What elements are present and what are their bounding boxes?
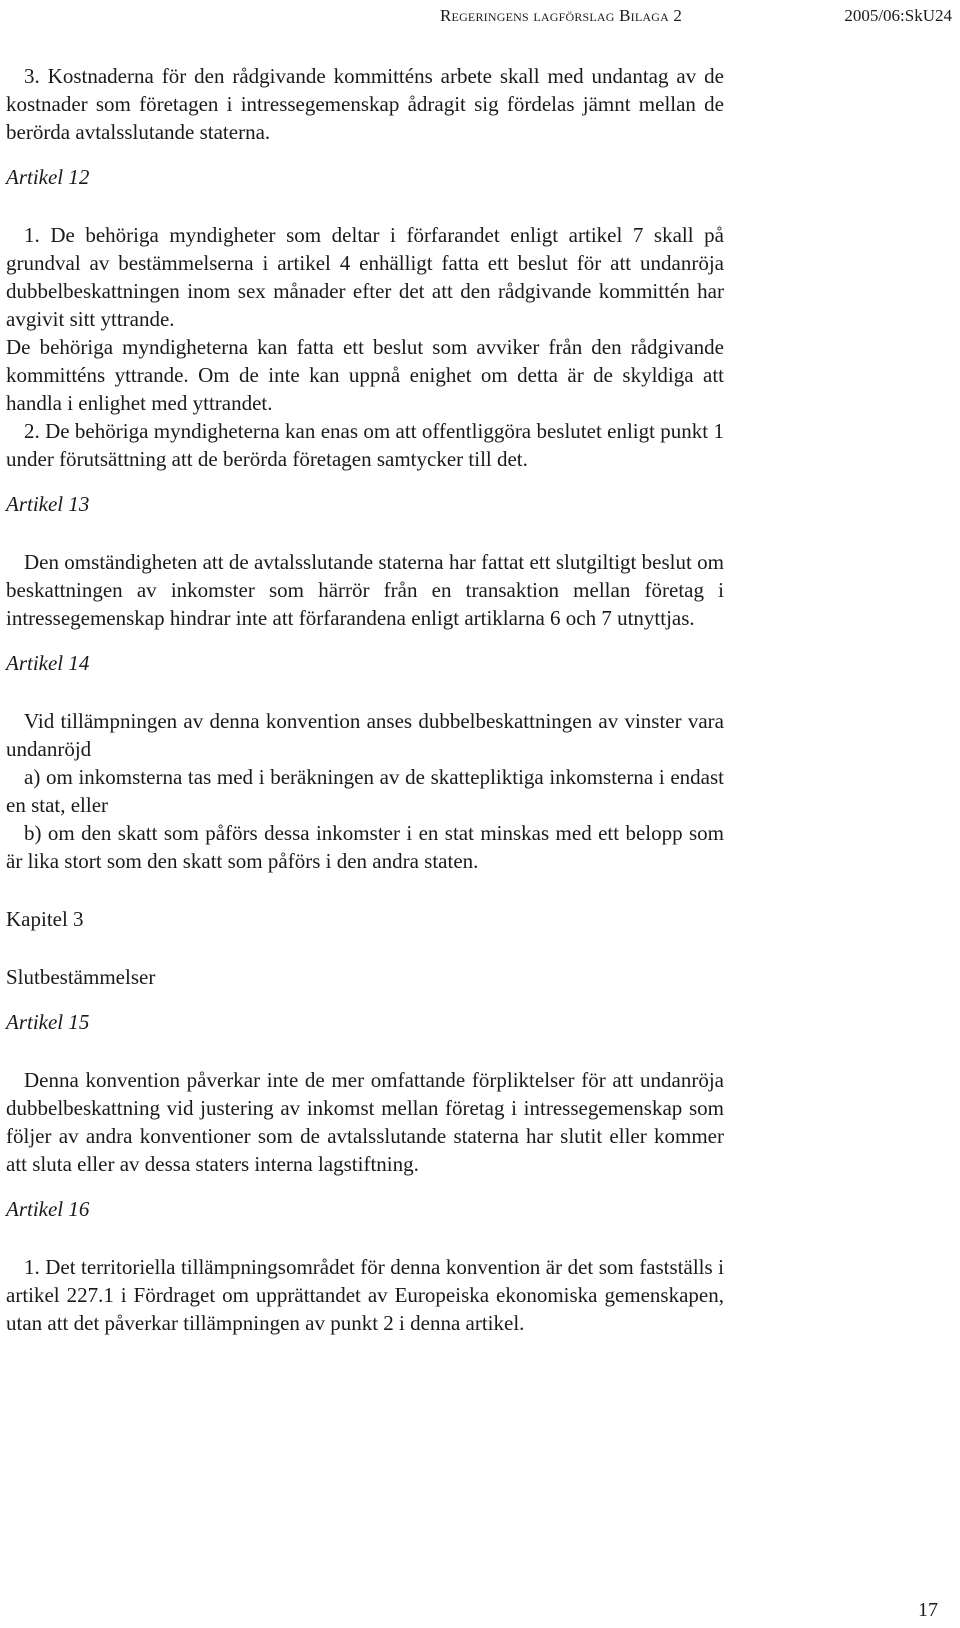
chapter-title: Slutbestämmelser <box>6 965 156 989</box>
article-15-paragraph: Denna konvention påverkar inte de mer omfattande förpliktelser för att undanröja dubbelbeskattning vid justering av inkomst mellan företag i intressegemenskap som följer av andra konventioner som de avtalsslutande staterna har slutit eller kommer att sluta eller av dessa staters interna lagstiftning. <box>6 1068 724 1176</box>
article-13-heading: Artikel 13 <box>6 492 90 516</box>
article-13-paragraph: Den omständigheten att de avtalsslutande staterna har fattat ett slutgiltigt beslut om beskattningen av inkomster som härrör från en transaktion mellan företag i intressegemenskap hindrar inte att förfarandena enligt artiklarna 6 och 7 utnyttjas. <box>6 550 724 630</box>
article-14-point-a: a) om inkomsterna tas med i beräkningen av de skattepliktiga inkomsterna i endast en stat, eller <box>6 765 724 817</box>
chapter-heading: Kapitel 3 <box>6 907 84 931</box>
article-11-paragraph-3: 3. Kostnaderna för den rådgivande kommitténs arbete skall med undantag av de kostnader som företagen i intressegemenskap ådragit sig fördelas jämnt mellan de berörda avtalsslutande staterna. <box>6 64 724 144</box>
article-16-paragraph-1: 1. Det territoriella tillämpningsområdet för denna konvention är det som fastställs i artikel 227.1 i Fördraget om upprättandet av Europeiska ekonomiska gemenskapen, utan att det påverkar tillämpningen av punkt 2 i denna artikel. <box>6 1255 724 1335</box>
article-14-point-b: b) om den skatt som påförs dessa inkomster i en stat minskas med ett belopp som är lika stort som den skatt som påförs i den andra staten. <box>6 821 724 873</box>
document-reference: 2005/06:SkU24 <box>844 6 952 25</box>
article-14-paragraph: Vid tillämpningen av denna konvention anses dubbelbeskattningen av vinster vara undanröjd <box>6 709 724 761</box>
running-header <box>0 4 960 30</box>
article-12-paragraph-1-continued: De behöriga myndigheterna kan fatta ett beslut som avviker från den rådgivande kommitténs yttrande. Om de inte kan uppnå enighet om detta är de skyldiga att handla i enlighet med yttrandet. <box>6 335 724 415</box>
article-12-paragraph-2: 2. De behöriga myndigheterna kan enas om att offentliggöra beslutet enligt punkt 1 under förutsättning att de berörda företagen samtycker till det. <box>6 419 724 471</box>
article-16-heading: Artikel 16 <box>6 1197 90 1221</box>
article-15-heading: Artikel 15 <box>6 1010 90 1034</box>
header-title: Regeringens lagförslag Bilaga 2 <box>440 6 683 25</box>
article-12-heading: Artikel 12 <box>6 165 90 189</box>
page-number: 17 <box>918 1599 938 1621</box>
article-14-heading: Artikel 14 <box>6 651 90 675</box>
document-body <box>6 62 724 1337</box>
article-12-paragraph-1: 1. De behöriga myndigheter som deltar i förfarandet enligt artikel 7 skall på grundval av bestämmelserna i artikel 4 enhälligt fatta ett beslut för att undanröja dubbelbeskattningen inom sex månader efter det att den rådgivande kommittén har avgivit sitt yttrande. <box>6 223 724 331</box>
